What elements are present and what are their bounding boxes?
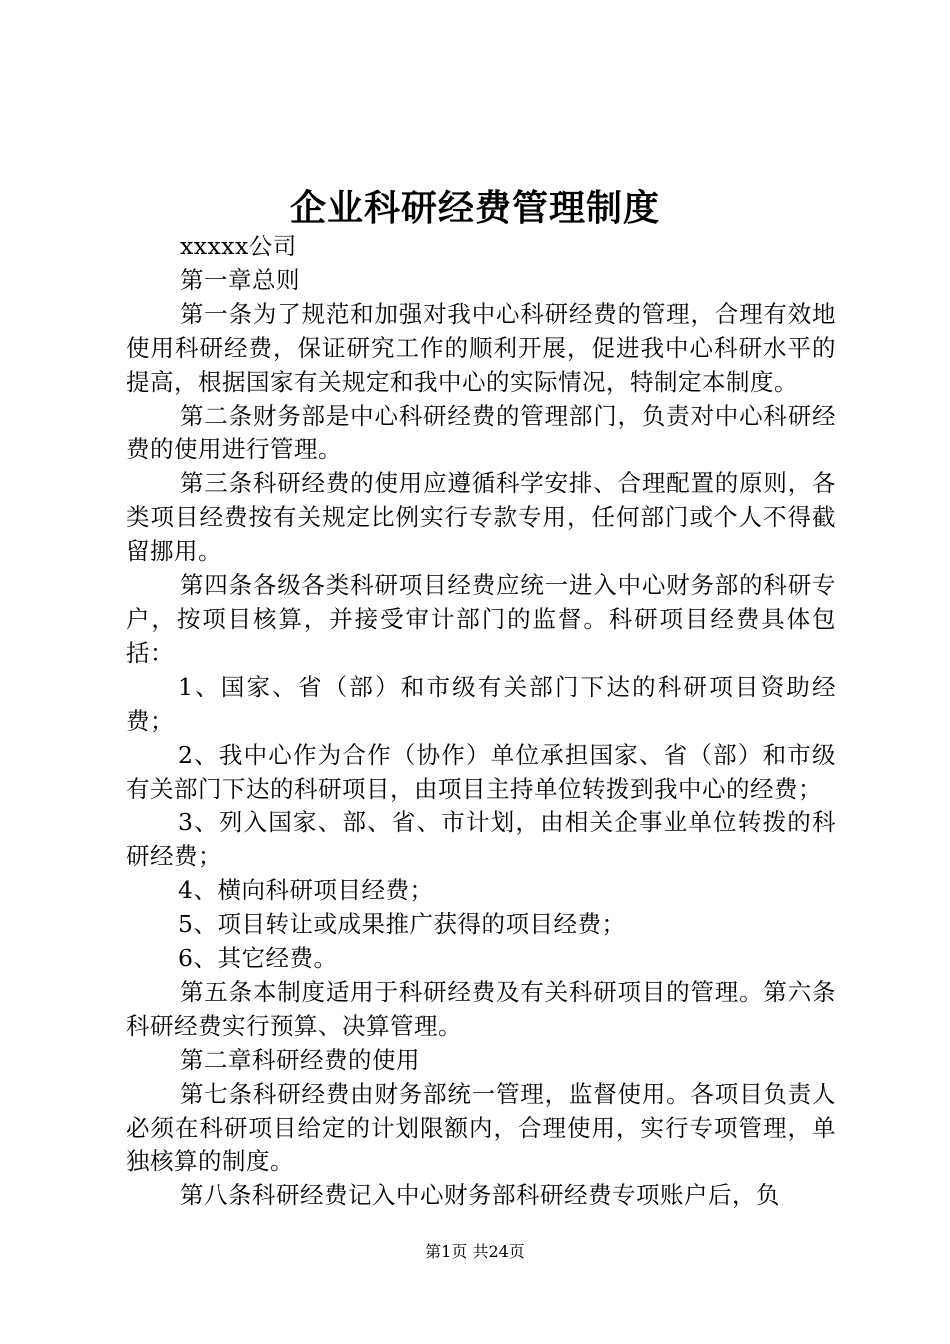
article-paragraph: 第四条各级各类科研项目经费应统一进入中心财务部的科研专户，按项目核算，并接受审计部门的监督。科研项目经费具体包括： <box>126 571 836 667</box>
list-item: 5、项目转让或成果推广获得的项目经费； <box>178 910 626 939</box>
article-paragraph: 第五条本制度适用于科研经费及有关科研项目的管理。第六条科研经费实行预算、决算管理。 <box>126 977 836 1040</box>
chapter-heading: 第二章科研经费的使用 <box>180 1045 420 1074</box>
article-paragraph: 第二条财务部是中心科研经费的管理部门，负责对中心科研经费的使用进行管理。 <box>126 401 836 464</box>
list-item: 3、列入国家、部、省、市计划，由相关企事业单位转拨的科研经费； <box>126 808 836 871</box>
chapter-heading: 第一章总则 <box>180 265 300 294</box>
company-name: xxxxx公司 <box>180 232 297 260</box>
article-paragraph: 第三条科研经费的使用应遵循科学安排、合理配置的原则，各类项目经费按有关规定比例实行专款专用，任何部门或个人不得截留挪用。 <box>126 469 836 566</box>
document-body <box>126 230 836 1213</box>
list-item: 6、其它经费。 <box>178 944 338 973</box>
list-item: 2、我中心作为合作（协作）单位承担国家、省（部）和市级有关部门下达的科研项目，由项目主持单位转拨到我中心的经费； <box>126 740 836 803</box>
page-number-footer: 第1页 共24页 <box>425 1242 525 1261</box>
article-paragraph: 第七条科研经费由财务部统一管理，监督使用。各项目负责人必须在科研项目给定的计划限额内，合理使用，实行专项管理，单独核算的制度。 <box>126 1079 836 1176</box>
list-item: 4、横向科研项目经费； <box>178 876 434 905</box>
article-paragraph: 第八条科研经费记入中心财务部科研经费专项账户后，负 <box>180 1181 780 1210</box>
list-item: 1、国家、省（部）和市级有关部门下达的科研项目资助经费； <box>126 672 836 735</box>
document-title: 企业科研经费管理制度 <box>289 187 660 229</box>
article-paragraph: 第一条为了规范和加强对我中心科研经费的管理，合理有效地使用科研经费，保证研究工作的顺利开展，促进我中心科研水平的提高，根据国家有关规定和我中心的实际情况，特制定本制度。 <box>126 299 836 396</box>
